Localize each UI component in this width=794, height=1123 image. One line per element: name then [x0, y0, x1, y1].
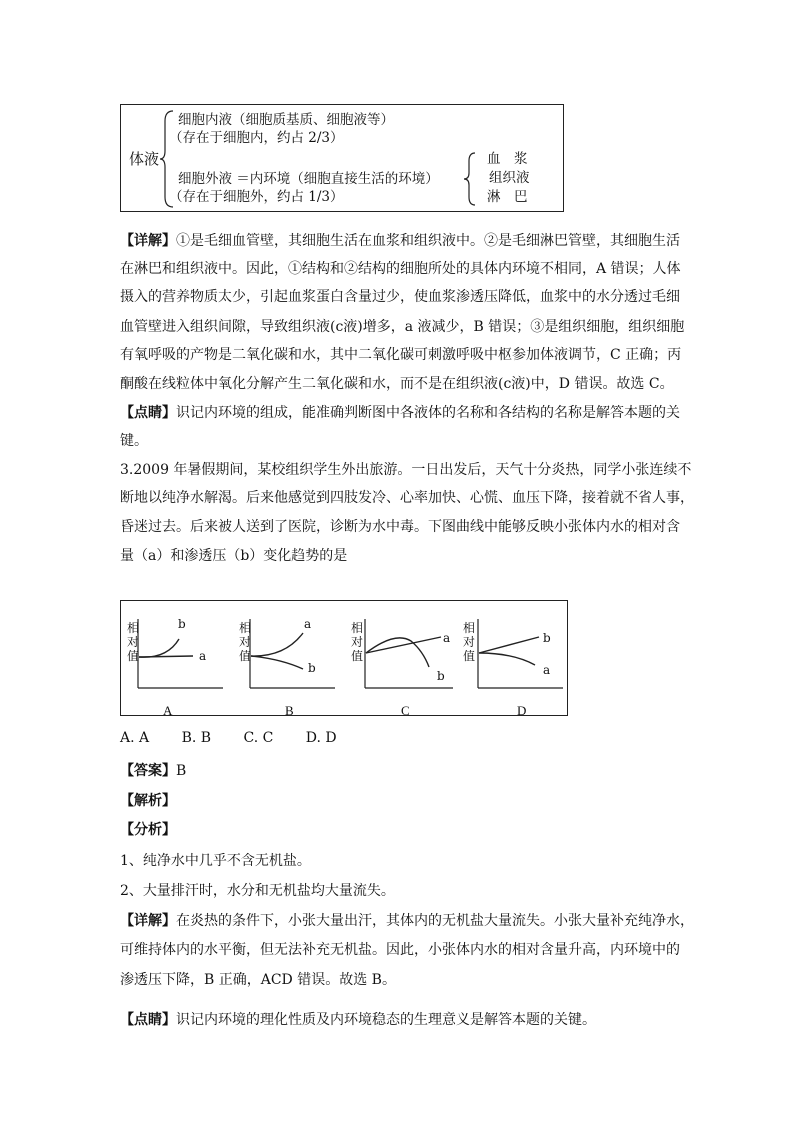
q3-comment-line-1: [120, 1011, 596, 1029]
q2-comment-tag: 【点睛】: [120, 405, 176, 421]
q2-detail-line-6: 酮酸在线粒体中氧化分解产生二氧化碳和水，而不是在组织液(c液)中，D 错误。故选 C。: [120, 376, 674, 392]
panel-b-curve-b-name: b: [308, 661, 316, 675]
panel-d-curve-a-name: a: [543, 663, 551, 677]
q3-detail-line-1: [120, 912, 694, 930]
panel-b-ylabel-2: 对: [239, 635, 252, 649]
q3-stem-line-3: 昏迷过去。后来被人送到了医院，诊断为水中毒。下图曲线中能够反映小张体内水的相对含: [120, 519, 680, 535]
panel-b-plot: [233, 601, 345, 701]
panel-d-curve-a: [479, 653, 535, 665]
panel-b-ylabel-3: 值: [239, 649, 252, 663]
panel-c: [345, 601, 457, 717]
panel-d-plot: [457, 601, 569, 701]
body-fluid-root-label: 体液: [129, 150, 160, 168]
panel-c-ylabel-3: 值: [351, 649, 364, 663]
panel-d-curve-b-name: b: [543, 631, 551, 645]
right-brace-icon: [463, 151, 477, 207]
component-plasma: 血 浆: [487, 151, 528, 167]
panel-b-curve-b: [251, 656, 303, 669]
intracellular-fluid-note: （存在于细胞内，约占 2/3）: [169, 130, 344, 146]
q3-comment-text-1: 识记内环境的理化性质及内环境稳态的生理意义是解答本题的关键。: [176, 1012, 596, 1028]
extracellular-fluid-note: （存在于细胞外，约占 1/3）: [169, 189, 344, 205]
panel-a-curve-b-name: b: [178, 617, 186, 631]
q3-answer-line: [120, 762, 186, 780]
q3-answer-value: B: [176, 763, 187, 779]
panel-a-ylabel-1: 相: [127, 621, 140, 635]
q3-fenxi-tag: 【分析】: [120, 822, 176, 838]
panel-c-curve-b-name: b: [437, 669, 445, 683]
q3-answer-tag: 【答案】: [120, 763, 176, 779]
q3-detail-tag: 【详解】: [120, 913, 176, 929]
q3-stem-line-4: 量（a）和渗透压（b）变化趋势的是: [120, 548, 348, 564]
body-fluid-classification-box: [120, 104, 564, 212]
q3-stem-line-2: 断地以纯净水解渴。后来他感觉到四肢发冷、心率加快、心慌、血压下降，接着就不省人事，: [120, 490, 694, 506]
intracellular-fluid-label: 细胞内液（细胞质基质、细胞液等）: [178, 112, 394, 128]
panel-a: [121, 601, 233, 717]
panel-a-ylabel-2: 对: [127, 635, 140, 649]
panel-c-plot: [345, 601, 457, 701]
q2-detail-tag: 【详解】: [120, 233, 176, 249]
panel-b-ylabel-1: 相: [239, 621, 252, 635]
panel-b-curve-a-name: a: [304, 617, 312, 631]
panel-b: [233, 601, 345, 717]
panel-d: [457, 601, 569, 717]
panel-a-label: A: [163, 703, 173, 718]
panel-a-curve-b: [139, 639, 179, 657]
q2-detail-text-1: ①是毛细血管壁，其细胞生活在血浆和组织液中。②是毛细淋巴管壁，其细胞生活: [176, 233, 680, 249]
q2-detail-line-5: 有氧呼吸的产物是二氧化碳和水，其中二氧化碳可刺激呼吸中枢参加体液调节，C 正确；丙: [120, 347, 682, 363]
panel-a-ylabel-3: 值: [127, 649, 140, 663]
q3-stem-line-1: 3.2009 年暑假期间，某校组织学生外出旅游。一日出发后，天气十分炎热，同学小张连续不: [120, 462, 692, 478]
q2-detail-line-2: 在淋巴和组织液中。因此，①结构和②结构的细胞所处的具体内环境不相同，A 错误；人体: [120, 261, 681, 277]
panel-c-ylabel-2: 对: [351, 635, 364, 649]
panel-b-label: B: [285, 703, 294, 718]
panel-d-curve-b: [479, 637, 539, 653]
panel-a-curve-a: [139, 656, 193, 657]
q3-point-2: 2、大量排汗时，水分和无机盐均大量流失。: [120, 883, 395, 899]
panel-d-ylabel-1: 相: [463, 621, 476, 635]
q2-detail-line-1: [120, 232, 680, 250]
q3-detail-line-2: 可维持体内的水平衡，但无法补充无机盐。因此，小张体内水的相对含量升高，内环境中的: [120, 942, 680, 958]
extracellular-fluid-label: 细胞外液 ＝内环境（细胞直接生活的环境）: [178, 171, 439, 187]
q2-comment-line-2: 键。: [120, 433, 148, 449]
q3-comment-tag: 【点睛】: [120, 1012, 176, 1028]
component-lymph: 淋 巴: [487, 189, 528, 205]
panel-c-ylabel-1: 相: [351, 621, 364, 635]
q3-point-1: 1、纯净水中几乎不含无机盐。: [120, 853, 311, 869]
q3-detail-line-3: 渗透压下降，B 正确，ACD 错误。故选 B。: [120, 972, 396, 988]
panel-d-label: D: [517, 703, 527, 718]
q3-detail-text-1: 在炎热的条件下，小张大量出汗，其体内的无机盐大量流失。小张大量补充纯净水，: [176, 913, 694, 929]
panel-a-curve-a-name: a: [199, 649, 207, 663]
q2-detail-line-3: 摄入的营养物质太少，引起血浆蛋白含量过少，使血浆渗透压降低，血浆中的水分透过毛细: [120, 289, 680, 305]
q3-options: A. A B. B C. C D. D: [120, 730, 337, 746]
q3-figure-frame: [120, 600, 568, 716]
panel-c-label: C: [401, 703, 410, 718]
q3-analysis-tag: 【解析】: [120, 793, 176, 809]
panel-c-curve-a-name: a: [443, 631, 451, 645]
q2-comment-text-1: 识记内环境的组成，能准确判断图中各液体的名称和各结构的名称是解答本题的关: [176, 405, 680, 421]
component-tissue-fluid: 组织液: [489, 170, 530, 186]
panel-b-curve-a: [251, 633, 303, 656]
panel-d-ylabel-2: 对: [463, 635, 476, 649]
panel-d-ylabel-3: 值: [463, 649, 476, 663]
panel-a-plot: [121, 601, 233, 701]
q2-comment-line-1: [120, 404, 680, 422]
q2-detail-line-4: 血管壁进入组织间隙，导致组织液(c液)增多，a 液减少，B 错误；③是组织细胞，组织细胞: [120, 319, 685, 335]
